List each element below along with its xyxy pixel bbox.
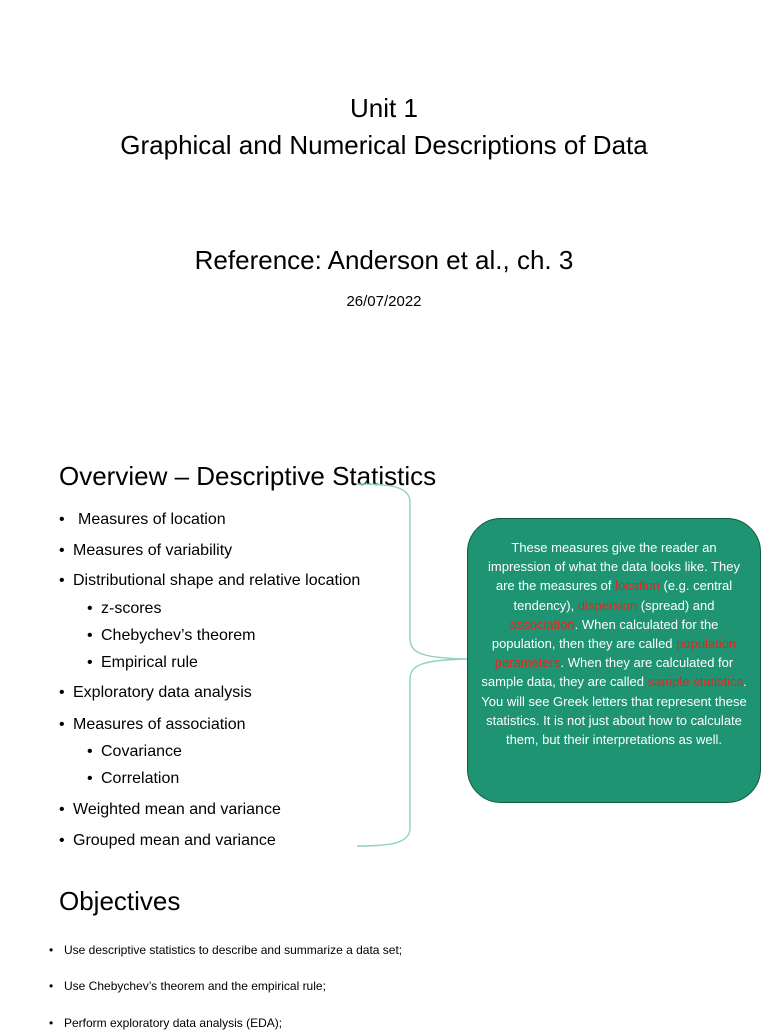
bullet: • xyxy=(59,716,65,733)
bullet: • xyxy=(87,627,93,644)
highlight-sample-statistics: sample statistics xyxy=(647,674,743,690)
bullet: • xyxy=(49,1016,54,1030)
list-item: • Weighted mean and variance xyxy=(73,799,281,821)
bullet: • xyxy=(87,654,93,671)
list-item: • Exploratory data analysis xyxy=(73,682,252,704)
bullet: • xyxy=(59,572,65,589)
list-item: • Measures of location xyxy=(78,509,226,531)
highlight-population-parameters: population parameters xyxy=(494,636,737,671)
curly-brace-connector xyxy=(355,470,475,860)
bullet: • xyxy=(87,743,93,760)
brace-path xyxy=(357,484,467,846)
highlight-dispersion: dispersion xyxy=(577,597,638,613)
bullet: • xyxy=(87,770,93,787)
reference-line: Reference: Anderson et al., ch. 3 xyxy=(194,245,574,275)
list-item: • Grouped mean and variance xyxy=(73,830,276,852)
unit-heading: Unit 1 xyxy=(350,93,418,123)
bullet: • xyxy=(59,542,65,559)
slide-subtitle: Graphical and Numerical Descriptions of Data xyxy=(120,130,648,160)
bullet: • xyxy=(49,943,54,957)
bullet: • xyxy=(59,801,65,818)
objective-item: • Use descriptive statistics to describe and summarize a data set; xyxy=(49,943,403,957)
list-subitem: • z-scores xyxy=(101,598,161,620)
list-item: • Measures of association xyxy=(73,714,246,736)
slide-date: 26/07/2022 xyxy=(346,293,422,310)
highlight-association: association xyxy=(509,616,575,632)
objectives-title: Objectives xyxy=(59,886,181,916)
callout-box: These measures give the reader an impression of what the data looks like. They are the measures of location (e.g. central tendency), dispersion (spread) and association. When calculated for the population, then they are called population parameters. When they are calculated for sample data, they are called sample statistics. You will see Greek letters that represent these statistics. It is not just about how to calculate them, but their interpretations as well. xyxy=(467,518,761,803)
list-subitem: • Empirical rule xyxy=(101,652,198,674)
list-subitem: • Chebychev’s theorem xyxy=(101,625,255,647)
list-subitem: • Covariance xyxy=(101,741,182,763)
bullet: • xyxy=(87,600,93,617)
list-item: • Distributional shape and relative location xyxy=(73,570,360,592)
objective-item: • Perform exploratory data analysis (EDA); xyxy=(49,1016,283,1030)
objective-item: • Use Chebychev’s theorem and the empirical rule; xyxy=(49,979,326,993)
list-subitem: • Correlation xyxy=(101,768,179,790)
bullet: • xyxy=(49,979,54,993)
overview-title: Overview – Descriptive Statistics xyxy=(59,461,437,491)
bullet: • xyxy=(59,684,65,701)
list-item: • Measures of variability xyxy=(73,540,232,562)
highlight-location: location xyxy=(615,578,660,594)
bullet: • xyxy=(59,832,65,849)
bullet: • xyxy=(59,511,65,528)
